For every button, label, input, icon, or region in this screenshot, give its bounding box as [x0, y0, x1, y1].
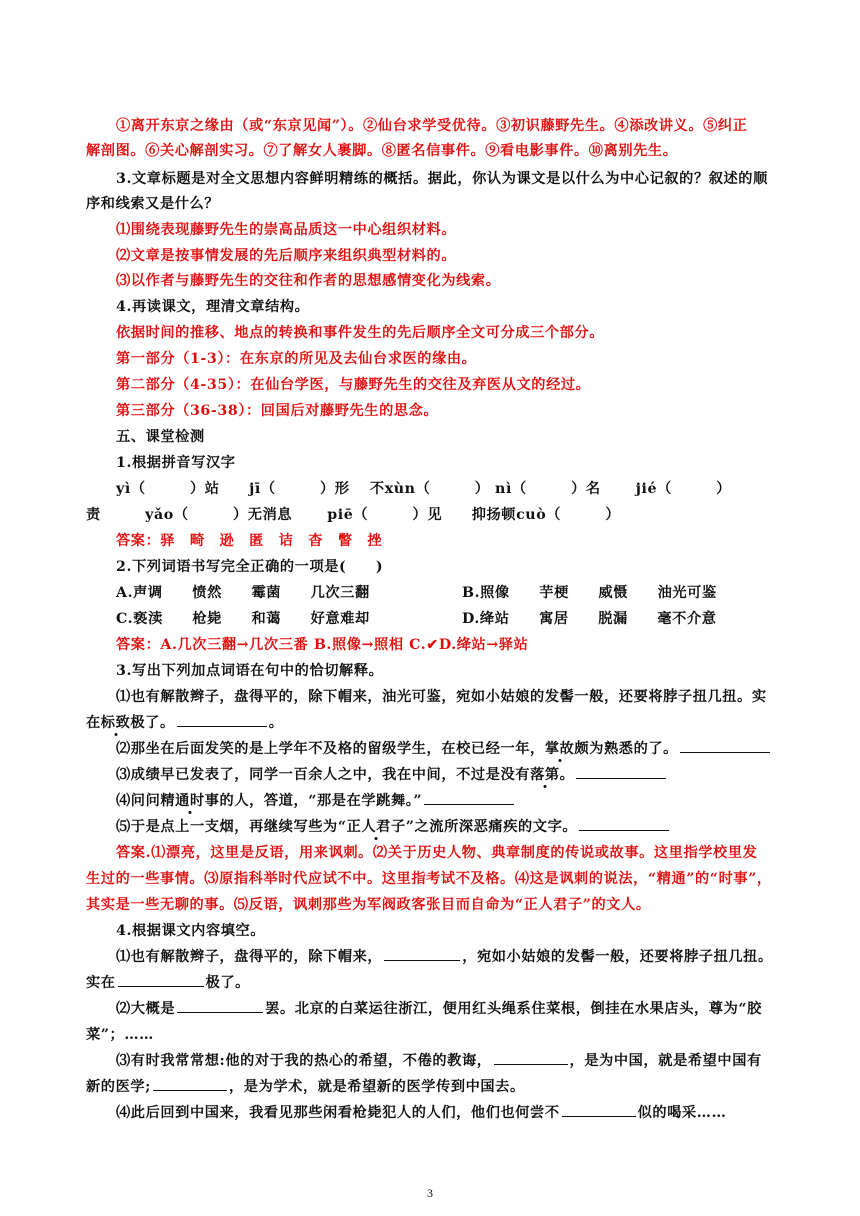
- answer-blank[interactable]: [424, 790, 514, 805]
- text: ⑷问问: [116, 793, 161, 809]
- answer-line: ①离开东京之缘由（或“东京见闻”）。②仙台求学受优待。③初识藤野先生。④添改讲义。⑤纠正: [116, 118, 748, 134]
- answer-line: 第二部分（4-35）：在仙台学医，与藤野先生的交往及弃医从文的经过。: [116, 377, 591, 393]
- text: 似的喝采……: [637, 1105, 727, 1121]
- question-3-cont: 序和线索又是什么？: [86, 196, 220, 212]
- pinyin-line: 责 yǎo（ ）无消息 piē（ ）见 抑扬顿cuò（ ）: [86, 507, 621, 523]
- text: 极了。: [130, 715, 175, 731]
- text: 在: [86, 715, 101, 731]
- task-1: 1.根据拼音写汉字: [116, 455, 236, 471]
- answer-blank[interactable]: [177, 712, 267, 727]
- answer-blank[interactable]: [494, 1050, 568, 1065]
- fill-2-cont: 菜”；……: [86, 1027, 154, 1043]
- text: ⑵那坐在后面发笑的是上学年不及格的留级学生，在校已经一年，: [116, 741, 545, 757]
- answer-line: ⑶以作者与藤野先生的交往和作者的思想感情变化为线索。: [116, 273, 501, 289]
- page-number: 3: [427, 1186, 433, 1200]
- pinyin-line: yì（ ）站 jī（ ）形 不xùn（ ） nì（ ）名 jié（ ）: [116, 481, 732, 497]
- text: ，是为学术，就是希望新的医学传到中国去。: [229, 1079, 525, 1095]
- answer-blank[interactable]: [153, 1076, 227, 1091]
- answer-line: 依据时间的推移、地点的转换和事件发生的先后顺序全文可分成三个部分。: [116, 325, 604, 341]
- text: 颇为熟悉的了。: [574, 741, 678, 757]
- fill-1: [116, 946, 780, 968]
- fill-3: [116, 1050, 780, 1072]
- answer-line: ⑴围绕表现藤野先生的崇高品质这一中心组织材料。: [116, 222, 457, 238]
- sentence-4: [116, 790, 780, 812]
- answer-blank[interactable]: [680, 738, 770, 753]
- task-4: 4.根据课文内容填空。: [116, 923, 266, 939]
- answer-line: 答案：A.几次三翻→几次三番 B.照像→照相 C.✔D.绛站→驿站: [116, 637, 529, 653]
- text: 。: [268, 715, 284, 731]
- text: ⑶有时我常常想:他的对于我的热心的希望，不倦的教诲，: [116, 1053, 492, 1069]
- option-b: B.照像 芋梗 威慑 油光可鉴: [462, 585, 717, 601]
- answer-blank[interactable]: [177, 998, 263, 1013]
- text: ”之流所深恶痛疾的文字。: [405, 819, 578, 835]
- answer-line: 第三部分（36-38）：回国后对藤野先生的思念。: [116, 403, 439, 419]
- answer-blank[interactable]: [579, 816, 669, 831]
- text: ⑷此后回到中国来，我看见那些闲看枪毙犯人的人们，他们也何尝不: [116, 1105, 560, 1121]
- dotted-word: 精通时事: [160, 793, 220, 809]
- fill-1-cont: [86, 972, 780, 994]
- answer-line: 答案：驿 畸 逊 匿 诘 杳 瞥 挫: [116, 533, 383, 549]
- answer-line: 解剖图。⑥关心解剖实习。⑦了解女人裹脚。⑧匿名信事件。⑨看电影事件。⑩离别先生。: [86, 143, 678, 159]
- sentence-1: ⑴也有解散辫子，盘得平的，除下帽来，油光可鉴，宛如小姑娘的发髻一般，还要将脖子扭几扭。实: [116, 689, 767, 705]
- answer-line: 生过的一些事情。⑶原指科举时代应试不中。这里指考试不及格。⑷这是讽刺的说法，“精通”的“时事”，: [86, 871, 772, 887]
- dotted-word: 掌故: [544, 741, 575, 757]
- fill-4: [116, 1102, 780, 1124]
- option-a: A.声调 愤然 霉菌 几次三翻: [116, 585, 370, 601]
- fill-3-cont: [86, 1076, 780, 1098]
- task-3: 3.写出下列加点词语在句中的恰切解释。: [116, 663, 384, 679]
- dotted-word: 正人君子: [346, 819, 406, 835]
- option-c: C.亵渎 枪毙 和蔼 好意难却: [116, 611, 370, 627]
- answer-blank[interactable]: [576, 764, 666, 779]
- fill-2: [116, 998, 780, 1020]
- text: 的人，答道，“那是在学跳舞。”: [219, 793, 423, 809]
- text: ，宛如小姑娘的发髻一般，还要将脖子扭几扭。: [462, 949, 773, 965]
- answer-blank[interactable]: [562, 1102, 636, 1117]
- text: ⑵大概是: [116, 1001, 176, 1017]
- sentence-5: [116, 816, 780, 838]
- dotted-word: 落第: [530, 767, 560, 783]
- answer-blank[interactable]: [118, 972, 204, 987]
- text: 。: [559, 767, 575, 783]
- answer-line: 答案.⑴漂亮，这里是反语，用来讽刺。⑵关于历史人物、典章制度的传说或故事。这里指学校里发: [116, 845, 758, 861]
- text: 实在: [86, 975, 116, 991]
- answer-line: 第一部分（1-3）：在东京的所见及去仙台求医的缘由。: [116, 351, 477, 367]
- answer-line: ⑵文章是按事情发展的先后顺序来组织典型材料的。: [116, 248, 457, 264]
- answer-line: 其实是一些无聊的事。⑸反语，讽刺那些为军阀政客张目而自命为“正人君子”的文人。: [86, 897, 651, 913]
- text: 新的医学;: [86, 1079, 151, 1095]
- option-d: D.绛站 寓居 脱漏 毫不介意: [462, 611, 717, 627]
- text: ⑴也有解散辫子，盘得平的，除下帽来，: [116, 949, 383, 965]
- question-3: 3.文章标题是对全文思想内容鲜明精练的概括。据此，你认为课文是以什么为中心记叙的？叙述的顺: [116, 171, 768, 187]
- dotted-word: 标致: [100, 715, 131, 731]
- answer-blank[interactable]: [384, 946, 460, 961]
- text: 极了。: [205, 975, 250, 991]
- text: ，是为中国，就是希望中国有: [569, 1053, 762, 1069]
- text: 罢。北京的白菜运往浙江，便用红头绳系住菜根，倒挂在水果店头，尊为“胶: [265, 1001, 762, 1017]
- sentence-1-cont: [86, 712, 780, 734]
- section-heading: 五、课堂检测: [116, 429, 205, 445]
- question-4: 4.再读课文，理清文章结构。: [116, 299, 310, 315]
- text: ⑸于是点上一支烟，再继续写些为“: [116, 819, 347, 835]
- sentence-2: [116, 738, 780, 760]
- sentence-3: [116, 764, 780, 786]
- text: ⑶成绩早已发表了，同学一百余人之中，我在中间，不过是没有: [116, 767, 531, 783]
- task-2: 2.下列词语书写完全正确的一项是( ): [116, 559, 384, 575]
